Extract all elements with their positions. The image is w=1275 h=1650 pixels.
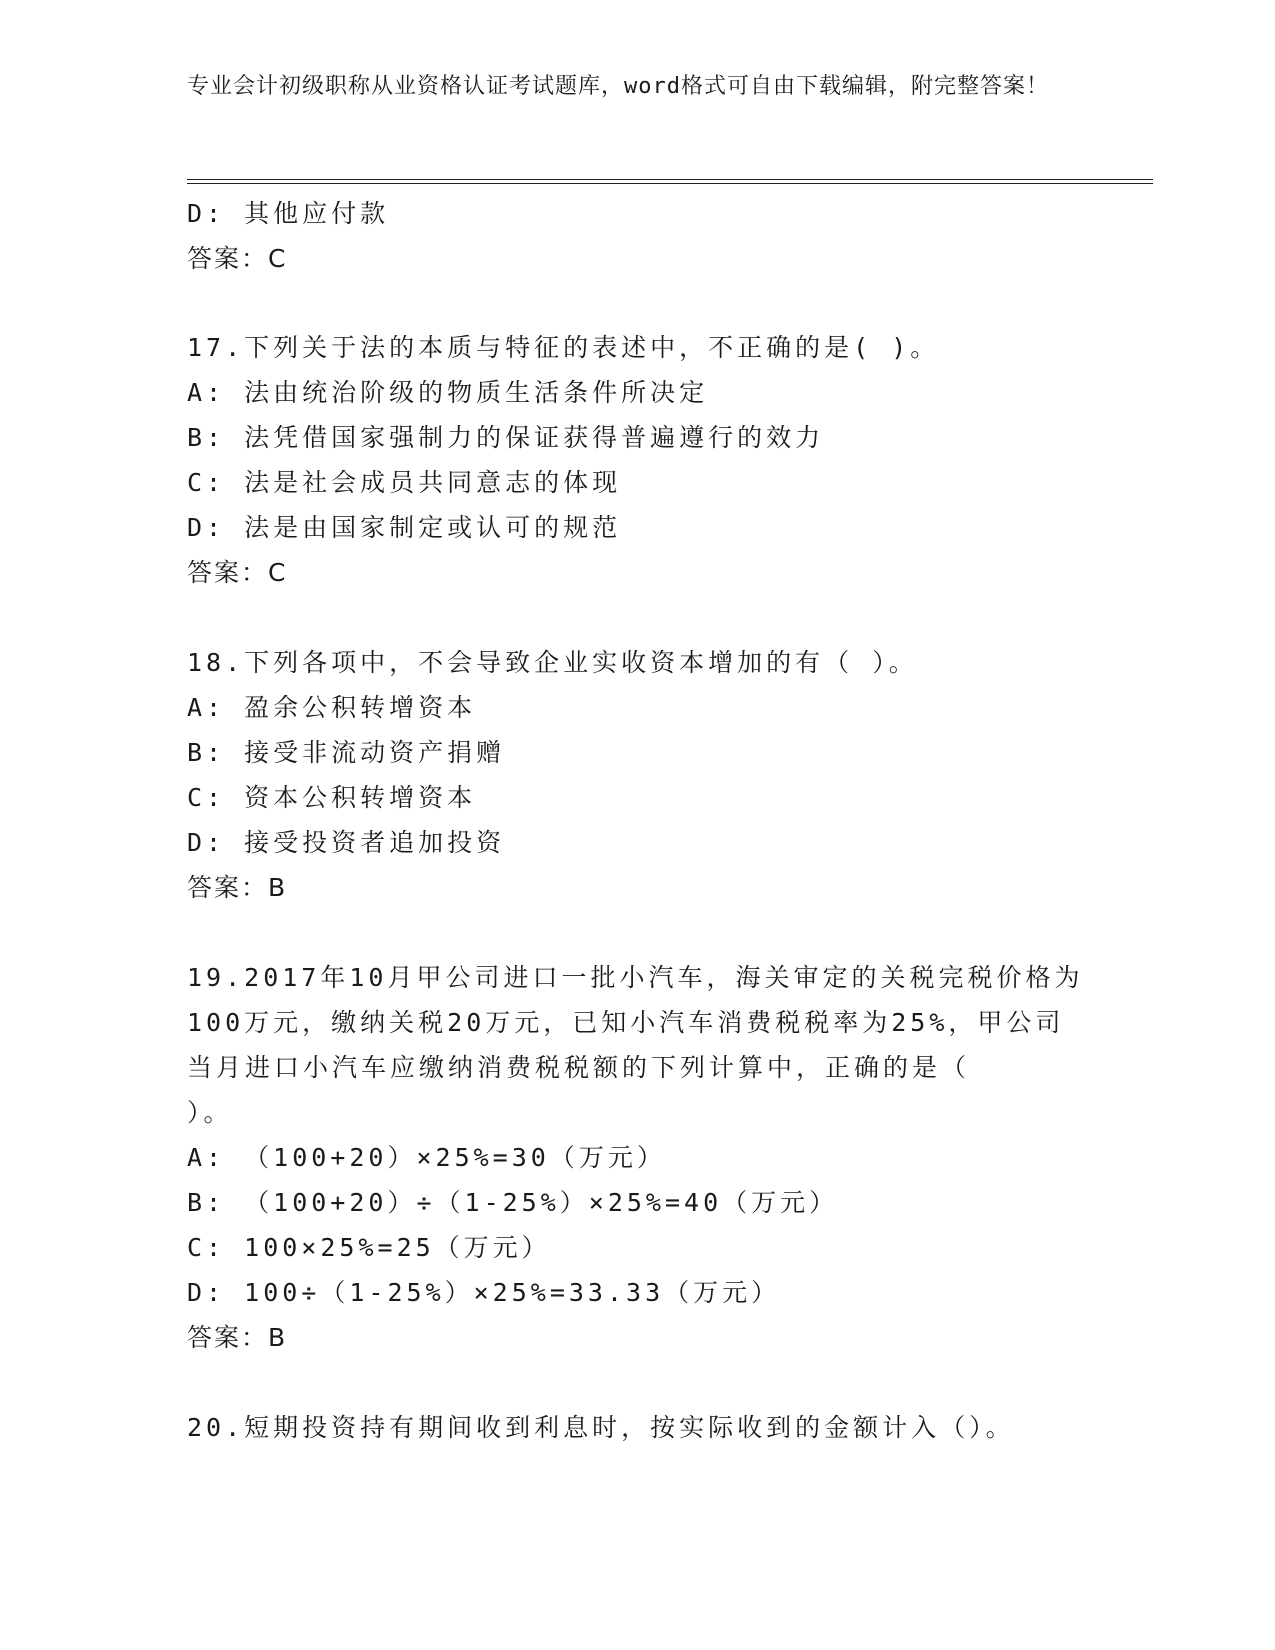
- q19-option-c: C: 100×25%=25（万元）: [187, 1233, 551, 1262]
- q20-stem: 20.短期投资持有期间收到利息时，按实际收到的金额计入（）。: [187, 1413, 1015, 1442]
- q19-option-d: D: 100÷（1-25%）×25%=33.33（万元）: [187, 1278, 781, 1307]
- q18-option-c: C: 资本公积转增资本: [187, 783, 477, 812]
- q18-answer: 答案：B: [187, 873, 288, 902]
- q19-option-a: A: （100+20）×25%=30（万元）: [187, 1143, 666, 1172]
- document-header: 专业会计初级职称从业资格认证考试题库，word格式可自由下载编辑，附完整答案！: [187, 74, 1049, 99]
- header-rule-bottom: [187, 183, 1153, 184]
- q16-answer: 答案：C: [187, 244, 288, 273]
- q16-option-d: D: 其他应付款: [187, 199, 390, 228]
- q18-option-b: B: 接受非流动资产捐赠: [187, 738, 506, 767]
- q19-stem-line-1: 19.2017年10月甲公司进口一批小汽车，海关审定的关税完税价格为: [187, 963, 1084, 992]
- q19-stem-line-2: 100万元，缴纳关税20万元，已知小汽车消费税税率为25%，甲公司: [187, 1008, 1065, 1037]
- q18-stem: 18.下列各项中，不会导致企业实收资本增加的有（ ）。: [187, 648, 918, 677]
- q17-option-c: C: 法是社会成员共同意志的体现: [187, 468, 622, 497]
- q17-option-d: D: 法是由国家制定或认可的规范: [187, 513, 622, 542]
- q17-answer: 答案：C: [187, 558, 288, 587]
- q17-option-a: A: 法由统治阶级的物质生活条件所决定: [187, 378, 709, 407]
- q17-option-b: B: 法凭借国家强制力的保证获得普遍遵行的效力: [187, 423, 825, 452]
- q18-option-d: D: 接受投资者追加投资: [187, 828, 506, 857]
- header-rule-top: [187, 179, 1153, 180]
- q18-option-a: A: 盈余公积转增资本: [187, 693, 477, 722]
- q19-option-b: B: （100+20）÷（1-25%）×25%=40（万元）: [187, 1188, 839, 1217]
- q19-stem-line-4: ）。: [187, 1098, 233, 1127]
- q19-stem-line-3: 当月进口小汽车应缴纳消费税税额的下列计算中，正确的是（: [187, 1053, 971, 1082]
- q17-stem: 17.下列关于法的本质与特征的表述中，不正确的是( )。: [187, 333, 940, 362]
- q19-answer: 答案：B: [187, 1323, 288, 1352]
